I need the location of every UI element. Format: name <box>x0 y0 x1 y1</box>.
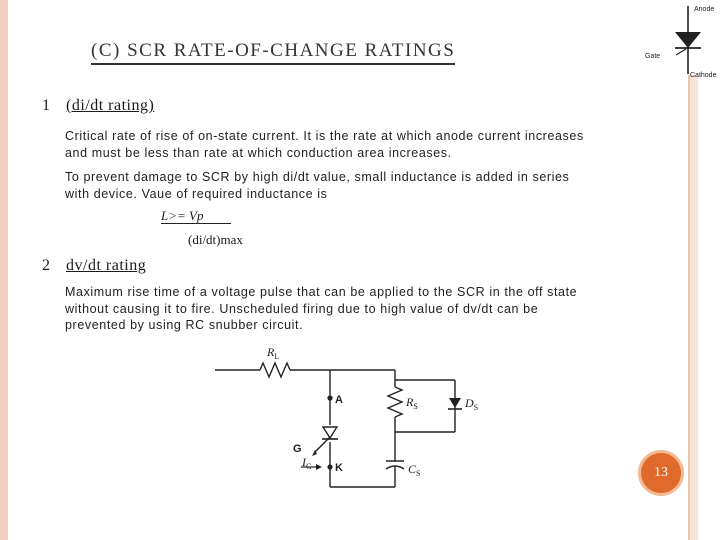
slide-title: (C) SCR RATE-OF-CHANGE RATINGS <box>91 40 455 65</box>
ig-subscript: G <box>306 462 312 471</box>
cs-label: C <box>408 462 417 476</box>
svg-text:CS <box>408 462 420 478</box>
rs-subscript: S <box>413 402 418 411</box>
anode-label: A <box>335 394 343 406</box>
rs-label: R <box>406 395 414 409</box>
text-line: To prevent damage to SCR by high di/dt value, small inductance is added in series <box>65 170 570 184</box>
text-line: with device. Vaue of required inductance is <box>65 187 328 201</box>
scr-anode-label: Anode <box>694 6 715 13</box>
formula-denominator: (di/dt)max <box>188 232 243 247</box>
svg-text:DS <box>464 396 478 412</box>
section-1-paragraph-2 <box>65 169 569 203</box>
text-line: Maximum rise time of a voltage pulse that can be applied to the SCR in the off state <box>65 285 578 299</box>
svg-text:RL <box>266 345 279 361</box>
left-accent-bar <box>0 0 8 540</box>
svg-text:RS <box>405 395 418 411</box>
ig-label: I <box>302 455 306 469</box>
section-1-heading: (di/dt rating) <box>66 97 155 114</box>
formula-numerator <box>161 208 231 224</box>
right-accent-bar <box>688 75 698 540</box>
scr-symbol-diagram <box>638 0 720 80</box>
rl-subscript: L <box>274 352 280 361</box>
ds-label: D <box>465 396 474 410</box>
cathode-label: K <box>335 462 343 474</box>
text-line: and must be less than rate at which conduction area increases. <box>65 146 452 160</box>
cs-subscript: S <box>416 469 421 478</box>
section-1-number: 1 <box>42 97 50 114</box>
section-2-paragraph <box>65 284 577 334</box>
text-line: prevented by using RC snubber circuit. <box>65 318 304 332</box>
text-line: without causing it to fire. Unscheduled firing due to high value of dv/dt can be <box>65 301 539 316</box>
gate-label: G <box>293 443 302 455</box>
svg-text:IG <box>301 455 312 471</box>
formula-lhs: L>= Vp <box>161 208 231 224</box>
rl-label: R <box>267 345 275 359</box>
section-2-heading: dv/dt rating <box>66 257 147 274</box>
ds-subscript: S <box>473 403 479 412</box>
scr-gate-label: Gate <box>645 53 661 60</box>
scr-cathode-label: Cathode <box>690 72 717 79</box>
snubber-circuit-diagram <box>215 342 480 504</box>
section-1-paragraph-1 <box>65 128 584 162</box>
section-2-number: 2 <box>42 257 50 274</box>
page-number-badge: 13 <box>638 450 684 496</box>
text-line: Critical rate of rise of on-state current. It is the rate at which anode current increases <box>65 129 584 143</box>
